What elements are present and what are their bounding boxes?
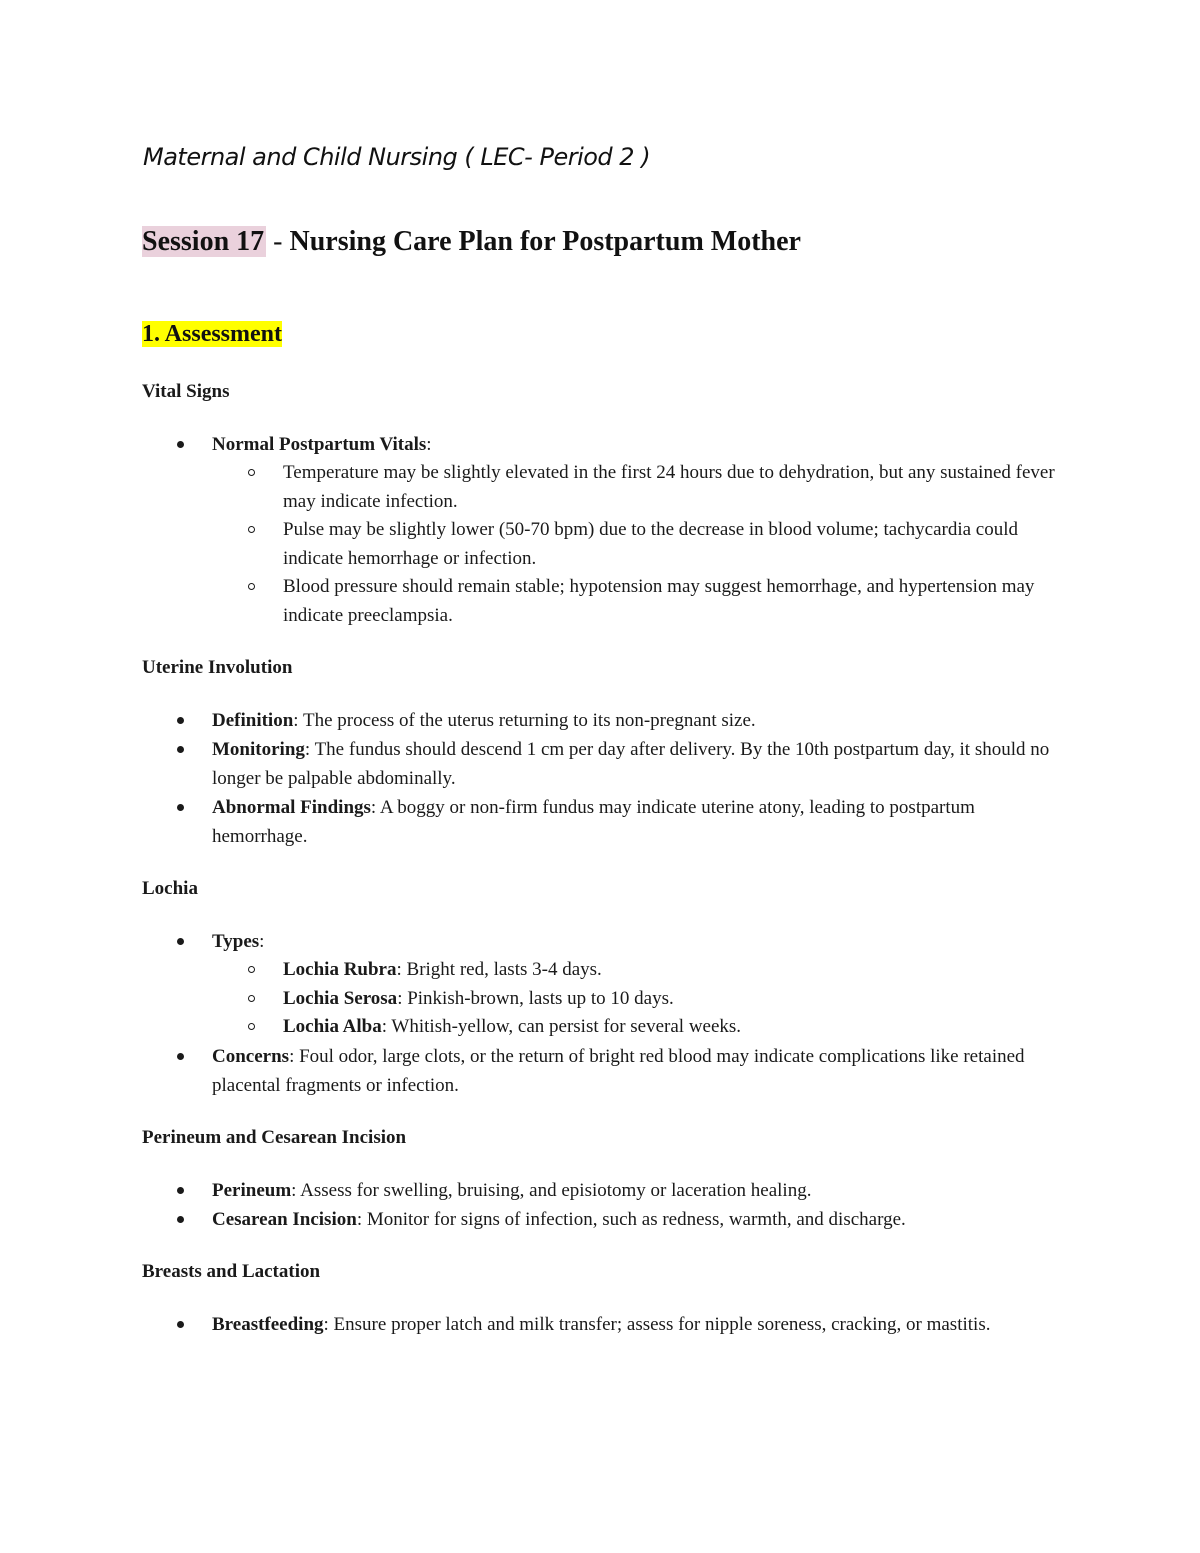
list-item-text: : The process of the uterus returning to its non-pregnant size. [293,710,756,731]
list-item [142,1205,1072,1234]
list-item-text: : The fundus should descend 1 cm per day after delivery. By the 10th postpartum day, it should no longer be palpable abdominally. [212,739,1050,789]
uterine-list [142,706,1072,851]
sublist-item-term: Lochia Serosa [283,987,398,1009]
sublist-item [212,956,1072,985]
subhead-perineum: Perineum and Cesarean Incision [142,1126,407,1148]
list-item [142,735,1072,793]
list-item-term: Definition [212,710,294,731]
sublist-item-text: : Pinkish-brown, lasts up to 10 days. [397,987,674,1009]
list-item [142,1042,1072,1100]
sublist-item-text: : Whitish-yellow, can persist for several weeks. [381,1016,742,1037]
session-topic: Nursing Care Plan for Postpartum Mother [289,226,801,257]
list-item [142,793,1072,851]
list-item [142,1176,1072,1205]
sublist-item: Blood pressure should remain stable; hypotension may suggest hemorrhage, and hypertension may indicate preeclampsia. [212,573,1072,630]
list-item-term: Cesarean Incision [212,1208,357,1230]
subhead-lochia: Lochia [142,878,198,899]
list-item-term: Perineum [212,1179,292,1201]
list-item [142,927,1072,1042]
list-item-term: Normal Postpartum Vitals [212,434,427,455]
list-item [142,1310,1072,1339]
section-heading-assessment [142,321,282,348]
list-item [142,706,1072,735]
course-title: Maternal and Child Nursing ( LEC- Period 2 ) [143,143,651,171]
subhead-vital-signs: Vital Signs [142,381,230,402]
perineum-list [142,1176,1072,1234]
sublist-item [212,1013,1072,1042]
lochia-types-sublist [212,956,1072,1042]
list-item-text: : Ensure proper latch and milk transfer; assess for nipple soreness, cracking, or mastitis. [323,1313,991,1335]
vital-signs-list [142,430,1072,630]
list-item-term: Breastfeeding [212,1313,324,1335]
list-item-text: : [426,434,432,455]
session-label: Session 17 [142,226,265,257]
subhead-breasts: Breasts and Lactation [142,1260,321,1282]
list-item-term: Concerns [212,1045,290,1067]
session-separator: - [266,226,290,257]
sublist-item: Temperature may be slightly elevated in the first 24 hours due to dehydration, but any sustained fever may indicate infection. [212,459,1072,516]
sublist-item: Pulse may be slightly lower (50-70 bpm) due to the decrease in blood volume; tachycardia could indicate hemorrhage or infection. [212,516,1072,573]
vitals-sublist [212,459,1072,630]
subhead-uterine-involution: Uterine Involution [142,657,293,678]
list-item-text: : Monitor for signs of infection, such as redness, warmth, and discharge. [356,1208,906,1230]
sublist-item [212,985,1072,1014]
list-item-term: Abnormal Findings [212,797,371,818]
list-item-text: : Foul odor, large clots, or the return of bright red blood may indicate complications like retained placental fragments or infection. [212,1045,1025,1096]
sublist-item-term: Lochia Alba [283,1016,382,1037]
sublist-item-text: : Bright red, lasts 3-4 days. [396,959,602,980]
list-item-text: : [259,931,265,952]
session-title [142,226,801,258]
list-item-term: Monitoring [212,739,305,760]
list-item [142,430,1072,630]
list-item-term: Types [212,931,260,952]
section-heading-text: 1. Assessment [142,321,283,347]
assessment-content [142,378,1072,1363]
list-item-text: : A boggy or non-firm fundus may indicate uterine atony, leading to postpartum hemorrhage. [212,797,975,847]
breasts-list [142,1310,1072,1339]
sublist-item-term: Lochia Rubra [283,959,397,980]
list-item-text: : Assess for swelling, bruising, and episiotomy or laceration healing. [291,1179,812,1201]
lochia-list [142,927,1072,1100]
